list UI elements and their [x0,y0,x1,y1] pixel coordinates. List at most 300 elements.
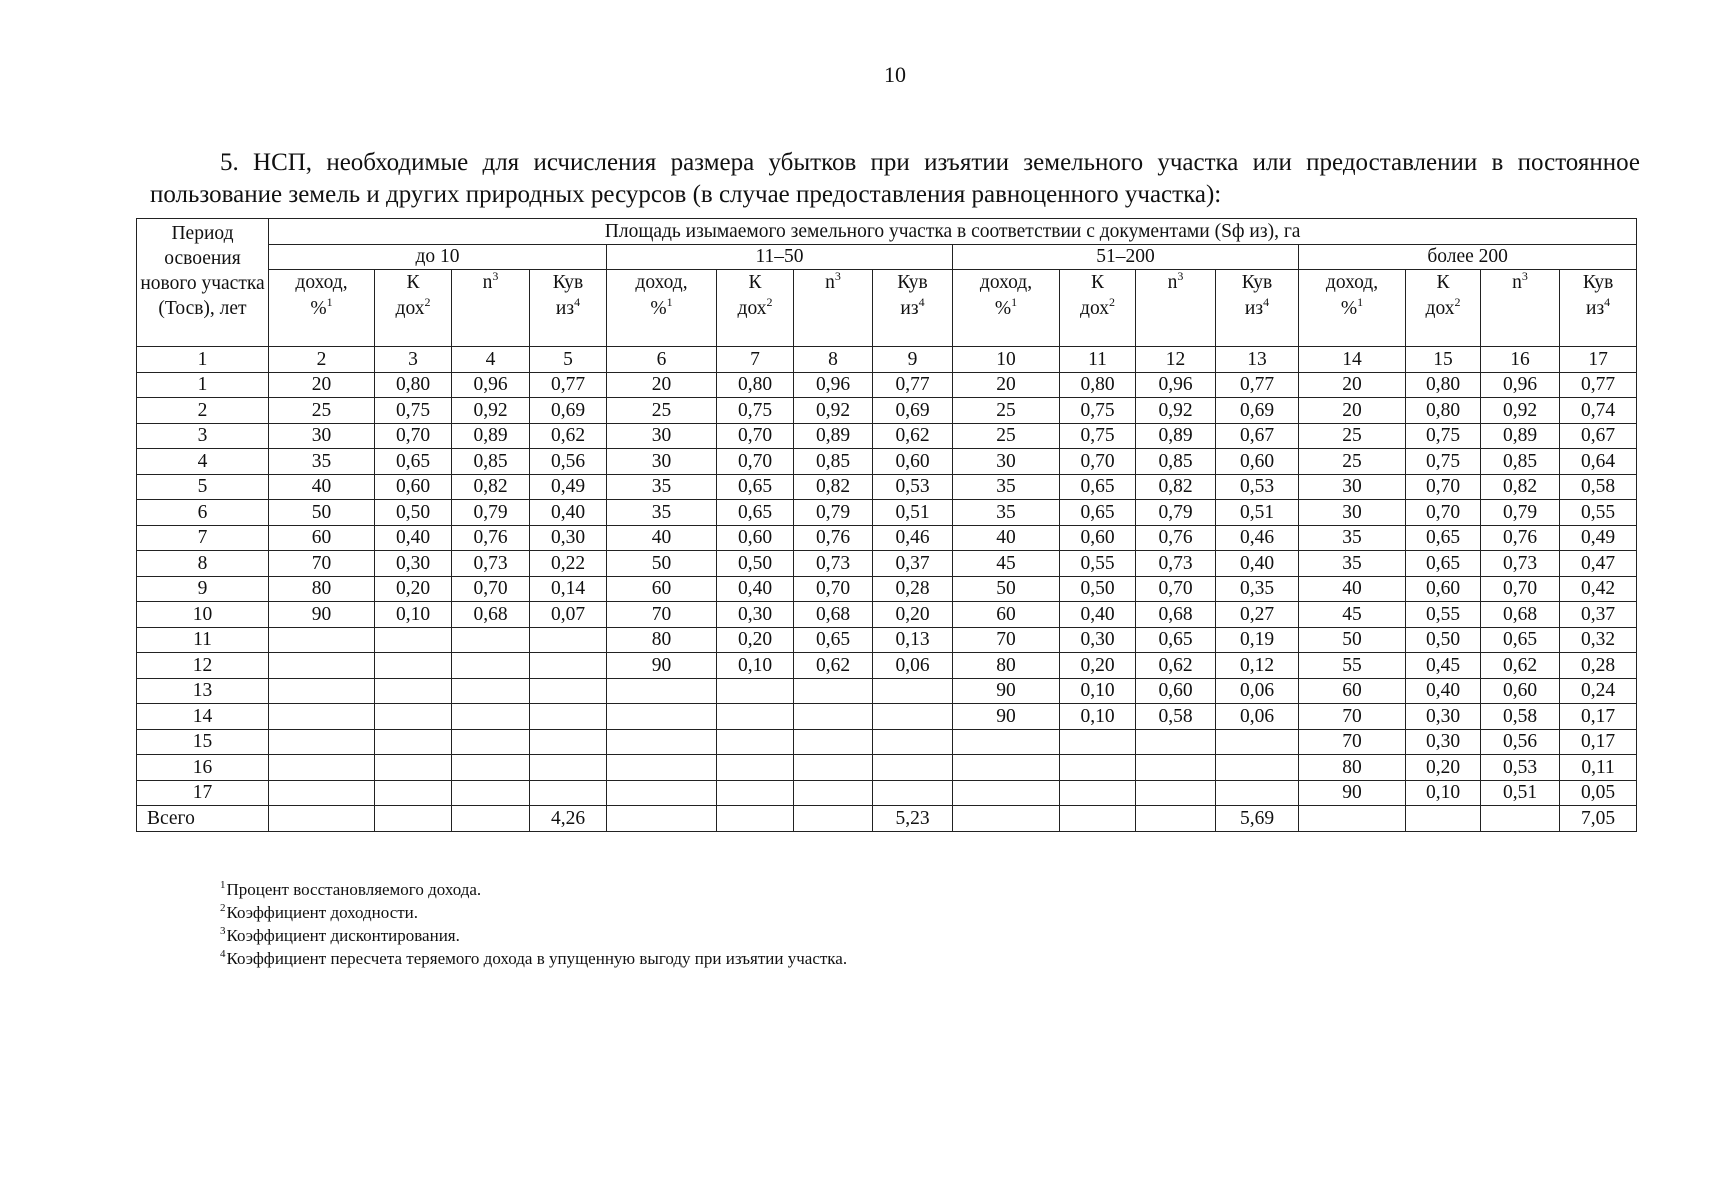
table-cell: 0,06 [1216,704,1299,730]
subheader-bottom: из [555,298,575,319]
subheader-top: доход, [979,272,1033,293]
table-cell: 0,60 [1060,525,1136,551]
table-cell: 0,58 [1136,704,1216,730]
table-cell: 0,58 [1481,704,1560,730]
subheader-cell [1481,270,1560,347]
table-cell: 0,65 [1136,627,1216,653]
table-row [137,627,1637,653]
footnote-text: Коэффициент доходности. [226,903,419,922]
table-cell: 0,77 [530,372,607,398]
table-cell [607,755,717,781]
table-cell: 20 [607,372,717,398]
table-cell: 0,37 [873,551,953,577]
table-row [137,474,1637,500]
column-number: 11 [1060,347,1136,373]
footnote-text: Процент восстановляемого дохода. [226,880,482,899]
table-cell: 0,40 [717,576,794,602]
subheader-bottom: % [310,298,327,319]
table-cell: 0,73 [1136,551,1216,577]
table-cell: 90 [953,704,1060,730]
table-cell: 0,60 [375,474,452,500]
table-cell: 0,75 [1406,449,1481,475]
table-cell: 0,20 [717,627,794,653]
table-cell [375,780,452,806]
table-cell: 0,70 [717,449,794,475]
table-cell [1136,806,1216,832]
header-row-groups [137,244,1637,270]
footnote-mark: 1 [666,295,673,309]
footnote-mark: 4 [1604,295,1611,309]
table-row [137,576,1637,602]
table-cell [269,780,375,806]
table-cell [452,704,530,730]
table-cell: 0,85 [452,449,530,475]
table-cell: 80 [1299,755,1406,781]
table-cell: 0,60 [1136,678,1216,704]
footnote [220,901,847,924]
table-cell: 0,12 [1216,653,1299,679]
table-cell: 20 [1299,372,1406,398]
table-cell [1216,729,1299,755]
table-cell [452,627,530,653]
table-cell: 0,70 [1406,474,1481,500]
table-cell: 0,82 [1136,474,1216,500]
table-cell: 0,56 [530,449,607,475]
table-cell: 0,80 [375,372,452,398]
table-cell [717,704,794,730]
group-header: более 200 [1299,244,1637,270]
footnote-mark: 3 [1177,269,1184,283]
table-cell [717,729,794,755]
table-cell: 0,60 [873,449,953,475]
table-cell [269,704,375,730]
table-cell: 0,60 [1216,449,1299,475]
subheader-top: n [825,272,835,293]
period-cell: 4 [137,449,269,475]
table-cell: 35 [1299,525,1406,551]
table-cell: 0,67 [1216,423,1299,449]
table-cell: 0,35 [1216,576,1299,602]
table-cell [953,755,1060,781]
subheader-cell [1060,270,1136,347]
period-cell: 3 [137,423,269,449]
table-cell [794,729,873,755]
table-cell: 4,26 [530,806,607,832]
table-cell: 0,67 [1560,423,1637,449]
column-number: 6 [607,347,717,373]
table-cell [1406,806,1481,832]
table-cell: 25 [953,423,1060,449]
column-number: 3 [375,347,452,373]
table-cell: 0,68 [794,602,873,628]
table-cell: 90 [953,678,1060,704]
table-cell [1216,755,1299,781]
table-cell: 0,40 [1060,602,1136,628]
table-cell: 0,50 [1406,627,1481,653]
table-cell: 0,62 [1136,653,1216,679]
table-row [137,372,1637,398]
subheader-top: Кув [552,272,584,293]
table-cell: 0,20 [873,602,953,628]
table-cell: 40 [607,525,717,551]
period-cell: 12 [137,653,269,679]
subheader-cell [953,270,1060,347]
table-cell: 0,69 [1216,398,1299,424]
table-cell: 0,70 [1481,576,1560,602]
column-number: 16 [1481,347,1560,373]
subheader-cell [794,270,873,347]
table-cell: 80 [607,627,717,653]
table-cell [607,729,717,755]
table-cell [375,704,452,730]
table-cell [269,755,375,781]
table-cell: 0,60 [717,525,794,551]
table-cell: 0,96 [1136,372,1216,398]
table-cell: 0,55 [1560,500,1637,526]
table-cell [530,780,607,806]
header-row-area [137,219,1637,245]
table-cell: 0,22 [530,551,607,577]
table-body [137,372,1637,831]
subheader-bottom: из [1244,298,1264,319]
table-cell: 0,30 [1406,729,1481,755]
table-cell: 0,56 [1481,729,1560,755]
table-cell: 0,68 [452,602,530,628]
footnote [220,924,847,947]
table-cell: 90 [607,653,717,679]
table-cell [1299,806,1406,832]
table-cell: 0,69 [530,398,607,424]
footnote-mark: 1 [1357,295,1364,309]
table-cell: 0,55 [1406,602,1481,628]
table-cell: 0,07 [530,602,607,628]
table-cell: 90 [269,602,375,628]
table-cell: 0,50 [717,551,794,577]
table-cell: 0,77 [1216,372,1299,398]
table-cell: 0,80 [1406,372,1481,398]
table-cell [1060,755,1136,781]
table-cell: 35 [953,474,1060,500]
table-row [137,653,1637,679]
table-cell: 0,32 [1560,627,1637,653]
table-cell: 0,73 [452,551,530,577]
table-cell: 0,92 [1481,398,1560,424]
table-cell [269,653,375,679]
footnote-mark: 4 [918,295,925,309]
table-cell: 0,62 [794,653,873,679]
period-cell: 2 [137,398,269,424]
table-cell: 0,40 [530,500,607,526]
table-cell [269,729,375,755]
table-cell [717,678,794,704]
table-cell: 0,96 [452,372,530,398]
table-cell: 0,70 [452,576,530,602]
period-cell: 14 [137,704,269,730]
table-cell [452,755,530,781]
table-cell: 0,82 [1481,474,1560,500]
table-cell: 0,65 [1481,627,1560,653]
table-cell: 0,30 [717,602,794,628]
period-cell: 15 [137,729,269,755]
table-cell: 0,30 [375,551,452,577]
table-cell: 0,20 [375,576,452,602]
table-cell: 0,10 [717,653,794,679]
footnote [220,878,847,901]
table-cell: 0,65 [794,627,873,653]
table-cell [953,806,1060,832]
table-cell: 40 [1299,576,1406,602]
table-cell: 0,58 [1560,474,1637,500]
table-cell [452,653,530,679]
table-cell: 0,40 [375,525,452,551]
table-cell: 50 [953,576,1060,602]
table-row [137,704,1637,730]
footnote-mark: 2 [220,902,226,914]
subheader-cell [1136,270,1216,347]
table-cell: 0,49 [1560,525,1637,551]
table-cell: 0,51 [1481,780,1560,806]
table-cell: 0,46 [1216,525,1299,551]
table-row [137,423,1637,449]
subheader-cell [1406,270,1481,347]
table-cell: 0,96 [794,372,873,398]
group-header: 51–200 [953,244,1299,270]
table-cell: 0,76 [452,525,530,551]
table-cell: 0,73 [794,551,873,577]
table-cell: 45 [1299,602,1406,628]
footnote-mark: 3 [220,925,226,937]
table-cell: 0,46 [873,525,953,551]
period-cell: 11 [137,627,269,653]
table-cell: 0,69 [873,398,953,424]
table-cell: 0,92 [794,398,873,424]
period-header: Период освоения нового участка (Тосв), лет [137,219,269,347]
table-cell: 0,75 [1406,423,1481,449]
page-number: 10 [884,62,906,87]
table-cell [375,678,452,704]
table-cell: 0,80 [717,372,794,398]
table-cell: 0,49 [530,474,607,500]
table-cell: 0,68 [1481,602,1560,628]
table-cell: 0,70 [1136,576,1216,602]
table-cell: 70 [1299,704,1406,730]
column-number: 15 [1406,347,1481,373]
table-cell [1481,806,1560,832]
table-cell: 0,89 [1481,423,1560,449]
header-row-column-numbers [137,347,1637,373]
column-number: 1 [137,347,269,373]
subheader-top: К [406,272,420,293]
table-cell [794,755,873,781]
subheader-bottom: дох [1425,298,1455,319]
table-cell: 0,19 [1216,627,1299,653]
table-cell: 0,92 [452,398,530,424]
total-label: Всего [137,806,269,832]
table-cell: 0,76 [794,525,873,551]
table-cell [530,627,607,653]
table-cell: 0,45 [1406,653,1481,679]
section-heading: 5. НСП, необходимые для исчисления размера убытков при изъятии земельного участка или предоставлении в постоянное пользование земель и других природных ресурсов (в случае предоставления равноценного участка): [150,149,1640,208]
table-cell: 70 [1299,729,1406,755]
period-cell: 17 [137,780,269,806]
table-cell: 50 [1299,627,1406,653]
table-cell: 0,82 [794,474,873,500]
table-cell: 60 [607,576,717,602]
table-cell: 0,85 [1136,449,1216,475]
subheader-cell [452,270,530,347]
table-cell: 0,14 [530,576,607,602]
table-cell: 0,92 [1136,398,1216,424]
table-cell [953,780,1060,806]
table-cell: 0,17 [1560,729,1637,755]
table-cell: 0,60 [1481,678,1560,704]
table-cell: 0,30 [530,525,607,551]
table-cell [530,653,607,679]
table-cell [607,780,717,806]
footnote-mark: 2 [766,295,773,309]
table-cell: 0,17 [1560,704,1637,730]
table-cell [794,704,873,730]
table-cell [1136,755,1216,781]
column-number: 13 [1216,347,1299,373]
table-cell [1060,729,1136,755]
subheader-cell [717,270,794,347]
subheader-bottom: % [1340,298,1358,319]
table-cell: 0,76 [1136,525,1216,551]
table-cell [873,780,953,806]
table-cell [1136,780,1216,806]
table-cell: 50 [607,551,717,577]
table-cell: 40 [269,474,375,500]
table-cell: 0,53 [1481,755,1560,781]
subheader-top: Кув [1582,272,1614,293]
table-cell: 30 [607,423,717,449]
subheader-top: n [1512,272,1522,293]
table-cell [530,678,607,704]
table-cell [452,780,530,806]
table-cell [717,755,794,781]
table-cell: 0,89 [452,423,530,449]
table-cell: 80 [953,653,1060,679]
table-cell [873,678,953,704]
table-cell: 0,11 [1560,755,1637,781]
table-cell [269,678,375,704]
table-cell: 0,10 [1060,678,1136,704]
table-cell: 0,13 [873,627,953,653]
subheader-bottom: дох [395,298,425,319]
table-cell: 25 [1299,449,1406,475]
table-header [137,219,1637,373]
subheader-cell [607,270,717,347]
table-cell: 0,75 [1060,423,1136,449]
subheader-top: Кув [1241,272,1273,293]
table-cell: 5,23 [873,806,953,832]
table-cell: 0,70 [1060,449,1136,475]
table-cell: 0,70 [794,576,873,602]
table-cell [452,729,530,755]
subheader-cell [530,270,607,347]
subheader-top: К [1090,272,1104,293]
table-cell: 0,30 [1060,627,1136,653]
table-cell [375,627,452,653]
table-cell: 0,51 [1216,500,1299,526]
table-cell: 0,62 [530,423,607,449]
table-cell: 35 [607,500,717,526]
table-cell: 0,65 [1060,500,1136,526]
subheader-top: доход, [635,272,688,293]
table-cell: 55 [1299,653,1406,679]
table-cell: 0,75 [375,398,452,424]
footnote-mark: 2 [1454,295,1461,309]
table-cell: 0,68 [1136,602,1216,628]
table-cell: 0,40 [1216,551,1299,577]
table-row [137,780,1637,806]
table-cell: 35 [269,449,375,475]
table-cell: 0,80 [1406,398,1481,424]
table-row [137,551,1637,577]
table-cell: 0,60 [1406,576,1481,602]
column-number: 5 [530,347,607,373]
table-cell: 0,53 [1216,474,1299,500]
table-cell: 0,53 [873,474,953,500]
table-cell [530,729,607,755]
table-cell: 0,05 [1560,780,1637,806]
group-header: до 10 [269,244,607,270]
footnote [220,947,847,970]
table-cell: 25 [269,398,375,424]
table-cell: 30 [607,449,717,475]
table-cell: 0,79 [452,500,530,526]
table-cell: 0,20 [1406,755,1481,781]
table-cell [530,704,607,730]
subheader-cell [1560,270,1637,347]
table-cell [794,806,873,832]
table-cell [1136,729,1216,755]
table-cell: 0,10 [1060,704,1136,730]
table-cell: 0,70 [375,423,452,449]
nsp-table [136,218,1637,832]
subheader-bottom: % [650,298,667,319]
table-cell: 25 [1299,423,1406,449]
table-cell: 0,65 [375,449,452,475]
table-cell: 60 [1299,678,1406,704]
footnote-mark: 4 [1263,295,1270,309]
table-cell [375,653,452,679]
table-cell [375,806,452,832]
table-cell: 35 [607,474,717,500]
table-cell: 70 [953,627,1060,653]
subheader-bottom: дох [1080,298,1109,319]
table-cell: 0,75 [1060,398,1136,424]
period-cell: 5 [137,474,269,500]
column-number: 4 [452,347,530,373]
table-cell [794,678,873,704]
table-cell [717,780,794,806]
period-cell: 16 [137,755,269,781]
column-number: 2 [269,347,375,373]
column-number: 10 [953,347,1060,373]
subheader-top: доход, [1325,272,1379,293]
subheader-top: n [1167,272,1178,293]
subheader-bottom: из [900,298,919,319]
table-cell: 0,74 [1560,398,1637,424]
table-cell: 0,89 [1136,423,1216,449]
subheader-cell [375,270,452,347]
period-cell: 9 [137,576,269,602]
subheader-bottom: дох [737,298,767,319]
footnote-mark: 2 [1108,295,1115,309]
table-cell: 0,50 [375,500,452,526]
